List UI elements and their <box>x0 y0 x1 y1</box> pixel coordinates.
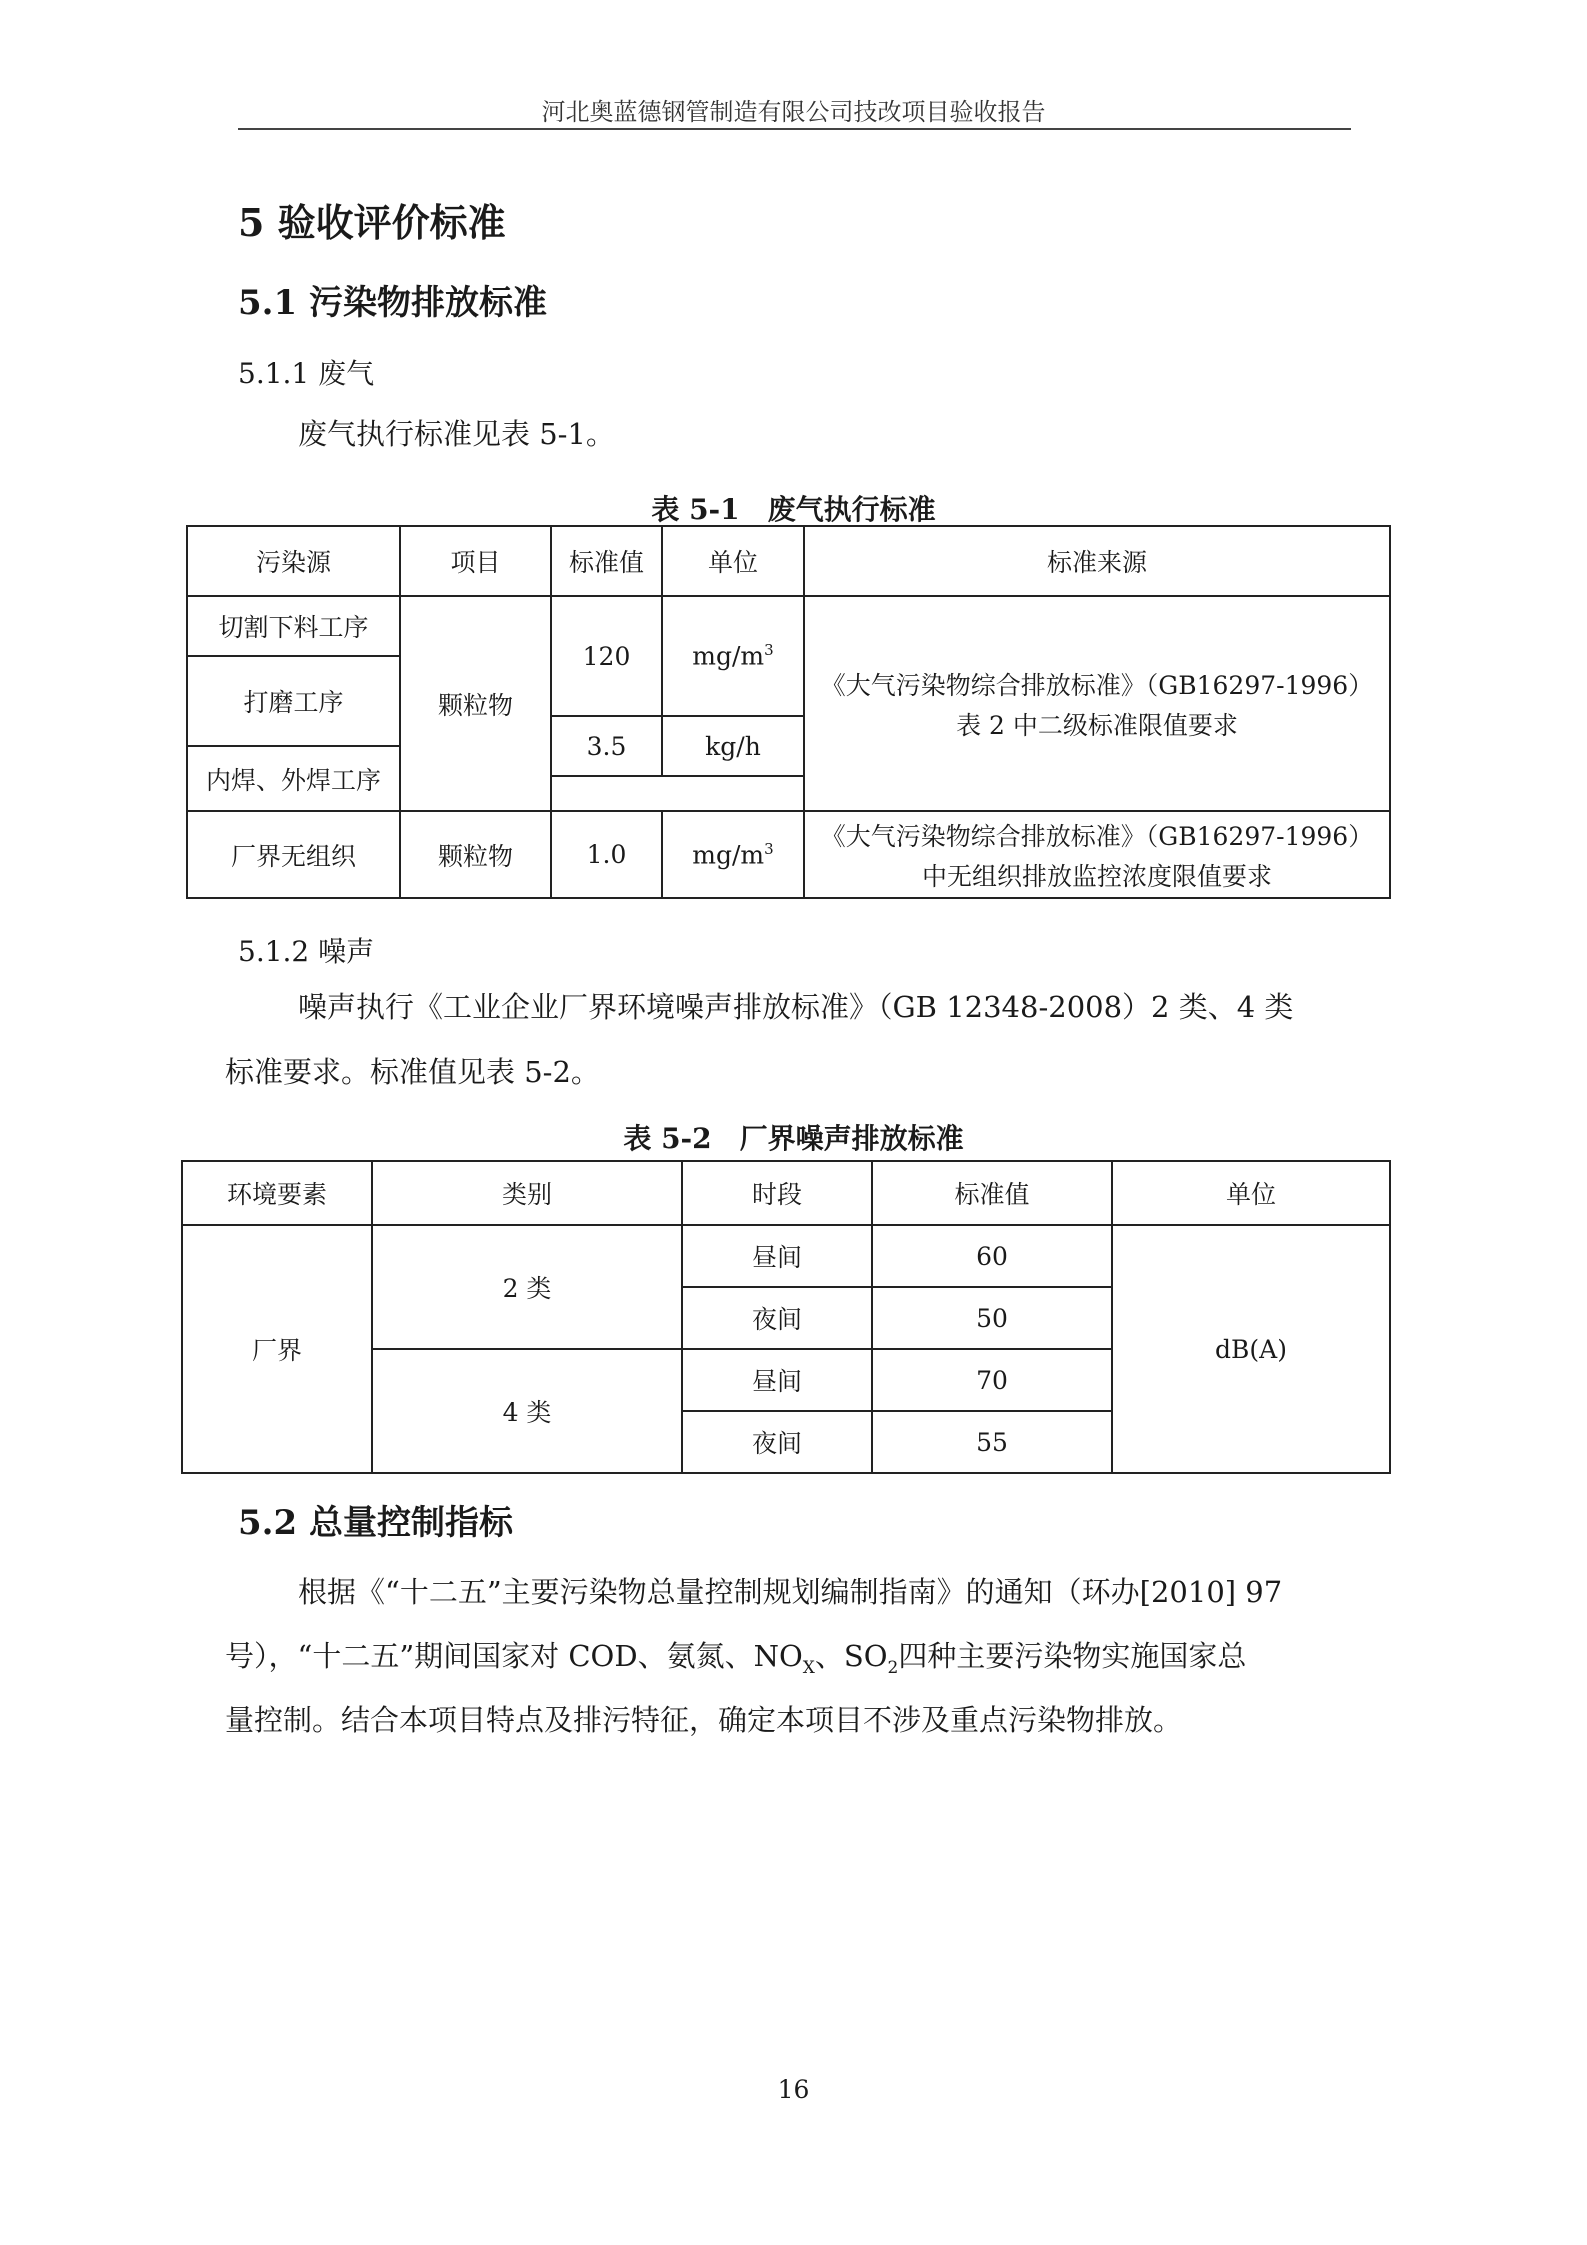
section-5-2-line-1: 根据《“十二五”主要污染物总量控制规划编制指南》的通知（环办[2010] 97 <box>298 1575 1283 1609</box>
table-5-2-caption: 表 5-2 厂界噪声排放标准 <box>623 1122 964 1155</box>
header-cell: 单位 <box>1112 1161 1390 1225</box>
table-row <box>187 811 1390 898</box>
header-cell: 污染源 <box>187 526 400 596</box>
section-5-2-line-2: 号），“十二五”期间国家对 COD、氨氮、$NO_X$、$SO_2$四种主要污染物实施国家总 <box>225 1639 1247 1678</box>
period-cell: 夜间 <box>682 1411 872 1473</box>
value-cell: 55 <box>872 1411 1112 1473</box>
table-5-1 <box>186 525 1391 899</box>
page-header: 河北奥蓝德钢管制造有限公司技改项目验收报告 <box>541 98 1046 126</box>
table-5-2 <box>181 1160 1391 1474</box>
period-cell: 昼间 <box>682 1349 872 1411</box>
header-divider <box>238 128 1351 130</box>
period-cell: 夜间 <box>682 1287 872 1349</box>
header-cell: 环境要素 <box>182 1161 372 1225</box>
class-cell: 2 类 <box>372 1225 682 1349</box>
section-5-2-line-3: 量控制。结合本项目特点及排污特征，确定本项目不涉及重点污染物排放。 <box>225 1703 1183 1737</box>
section-5-title: 5 验收评价标准 <box>238 200 506 245</box>
item-cell: 颗粒物 <box>400 596 551 811</box>
header-cell: 类别 <box>372 1161 682 1225</box>
section-5-1-2-line-1: 噪声执行《工业企业厂界环境噪声排放标准》（GB 12348-2008）2 类、4 类 <box>298 990 1294 1024</box>
table-5-1-caption: 表 5-1 废气执行标准 <box>651 493 936 526</box>
unit-cell: dB(A) <box>1112 1225 1390 1473</box>
period-cell: 昼间 <box>682 1225 872 1287</box>
item-cell: 颗粒物 <box>400 811 551 898</box>
header-cell: 项目 <box>400 526 551 596</box>
value-cell: 50 <box>872 1287 1112 1349</box>
source-cell: 打磨工序 <box>187 656 400 746</box>
section-5-1-1-text: 废气执行标准见表 5-1。 <box>298 417 615 451</box>
table-row <box>182 1225 1390 1287</box>
value-cell: 120 <box>551 596 662 716</box>
section-5-2-title: 5.2 总量控制指标 <box>238 1503 513 1543</box>
value-cell: 60 <box>872 1225 1112 1287</box>
source-cell: 厂界无组织 <box>187 811 400 898</box>
section-5-1-2-line-2: 标准要求。标准值见表 5-2。 <box>225 1055 600 1089</box>
element-cell: 厂界 <box>182 1225 372 1473</box>
source-cell: 切割下料工序 <box>187 596 400 656</box>
unit-cell: kg/h <box>662 716 804 776</box>
table-header-row <box>182 1161 1390 1225</box>
header-cell: 标准值 <box>872 1161 1112 1225</box>
value-cell: 3.5 <box>551 716 662 776</box>
header-cell: 标准值 <box>551 526 662 596</box>
unit-cell: $mg/m^3$ <box>662 596 804 716</box>
class-cell: 4 类 <box>372 1349 682 1473</box>
standard-source-cell: 《大气污染物综合排放标准》（GB16297-1996） 中无组织排放监控浓度限值要求 <box>804 811 1390 898</box>
table-row <box>187 596 1390 656</box>
page-number: 16 <box>777 2075 810 2104</box>
table-header-row <box>187 526 1390 596</box>
header-cell: 标准来源 <box>804 526 1390 596</box>
standard-source-cell: 《大气污染物综合排放标准》（GB16297-1996） 表 2 中二级标准限值要求 <box>804 596 1390 811</box>
unit-cell: $mg/m^3$ <box>662 811 804 898</box>
value-cell: 70 <box>872 1349 1112 1411</box>
section-5-1-2-title: 5.1.2 噪声 <box>238 935 375 968</box>
header-cell: 时段 <box>682 1161 872 1225</box>
value-cell: 1.0 <box>551 811 662 898</box>
header-cell: 单位 <box>662 526 804 596</box>
source-cell: 内焊、外焊工序 <box>187 746 400 811</box>
section-5-1-1-title: 5.1.1 废气 <box>238 357 375 390</box>
section-5-1-title: 5.1 污染物排放标准 <box>238 283 547 323</box>
